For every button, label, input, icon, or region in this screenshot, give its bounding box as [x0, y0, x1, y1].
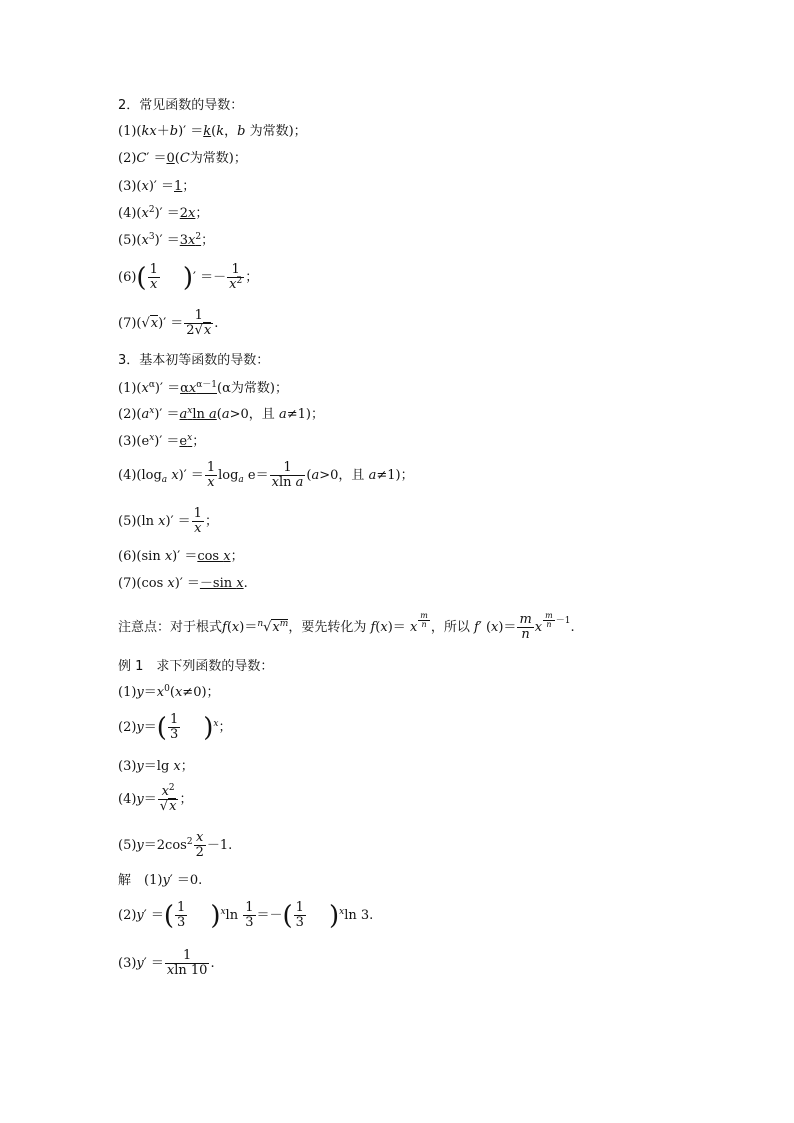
example-4: (4)y＝ $\frac{x^2}{√x}$ ； — [118, 783, 193, 814]
formula-3-7: (7)(cos x)′ ＝－sin x. — [118, 576, 248, 591]
section-2-heading: 2．常见函数的导数： — [118, 98, 244, 113]
formula-2-6: (6)( $\frac{1}{x}$ )′ ＝－ $\frac{1}{x^2}$ ； — [118, 262, 259, 293]
formula-2-1: (1)(kx＋b)′ ＝k(k，b 为常数)； — [118, 124, 307, 139]
formula-3-1: $(1)(x^\alpha)' =\alpha x^{\alpha-1}(\alpha$为常数)； — [118, 380, 288, 396]
solution-3: (3)y′ ＝ $\frac{1}{xln 10}$ . — [118, 948, 215, 978]
solution-2: (2)y′ ＝( $\frac{1}{3}$ )$^x$ln $\frac{1}{3}$ ＝－( $\frac{1}{3}$ )$^x$ln 3. — [118, 900, 374, 931]
example-5: $(5)y=2\cos^2$ $\frac{x}{2}$ －1. — [118, 830, 233, 860]
formula-2-2: (2)C′ ＝0(C为常数)； — [118, 151, 247, 166]
formula-3-5: (5)(ln x)′ ＝ $\frac{1}{x}$ ； — [118, 506, 218, 536]
formula-2-5: $(5)(x^3)' =3x^2$； — [118, 232, 215, 248]
formula-3-3: $(3)(e^x)' =e^x$； — [118, 433, 206, 449]
solution-1: 解 (1)y′ ＝0. — [118, 873, 203, 888]
example-3: (3)y＝lg x； — [118, 759, 194, 774]
example-1: $(1)y=x^0(x\ne 0)$； — [118, 684, 220, 700]
formula-2-3: (3)(x)′ ＝1； — [118, 179, 196, 194]
example-2: (2)y＝( $\frac{1}{3}$ )$^x$； — [118, 712, 232, 743]
formula-2-7: (7)(√x)′ ＝ $\frac{1}{2√x}$ . — [118, 308, 219, 338]
section-3-heading: 3．基本初等函数的导数： — [118, 353, 270, 368]
example-heading: 例 1 求下列函数的导数： — [118, 659, 274, 674]
formula-3-6: (6)(sin x)′ ＝cos x； — [118, 549, 244, 564]
formula-2-4: $(4)(x^2)' =2x$； — [118, 205, 209, 221]
note-line: 注意点：对于根式$f(x)=^n√x^m$，要先转化为 f(x)＝ x $^{\frac{m}{n}}$ ，所以 f′ (x)＝ $\frac{m}{n}$ x $^{\frac{m}{n} -1}$. — [118, 611, 575, 642]
formula-3-2: $(2)(a^x)' =a^x\ln$ a(a>0，且 a≠1)； — [118, 406, 324, 422]
formula-3-4: $(4)(\log_a$ x)′ ＝ $\frac{1}{x}$ $\log_a e=$ $\frac{1}{\text{xln a}}$ (a>0，且 a≠1)； — [118, 460, 414, 490]
